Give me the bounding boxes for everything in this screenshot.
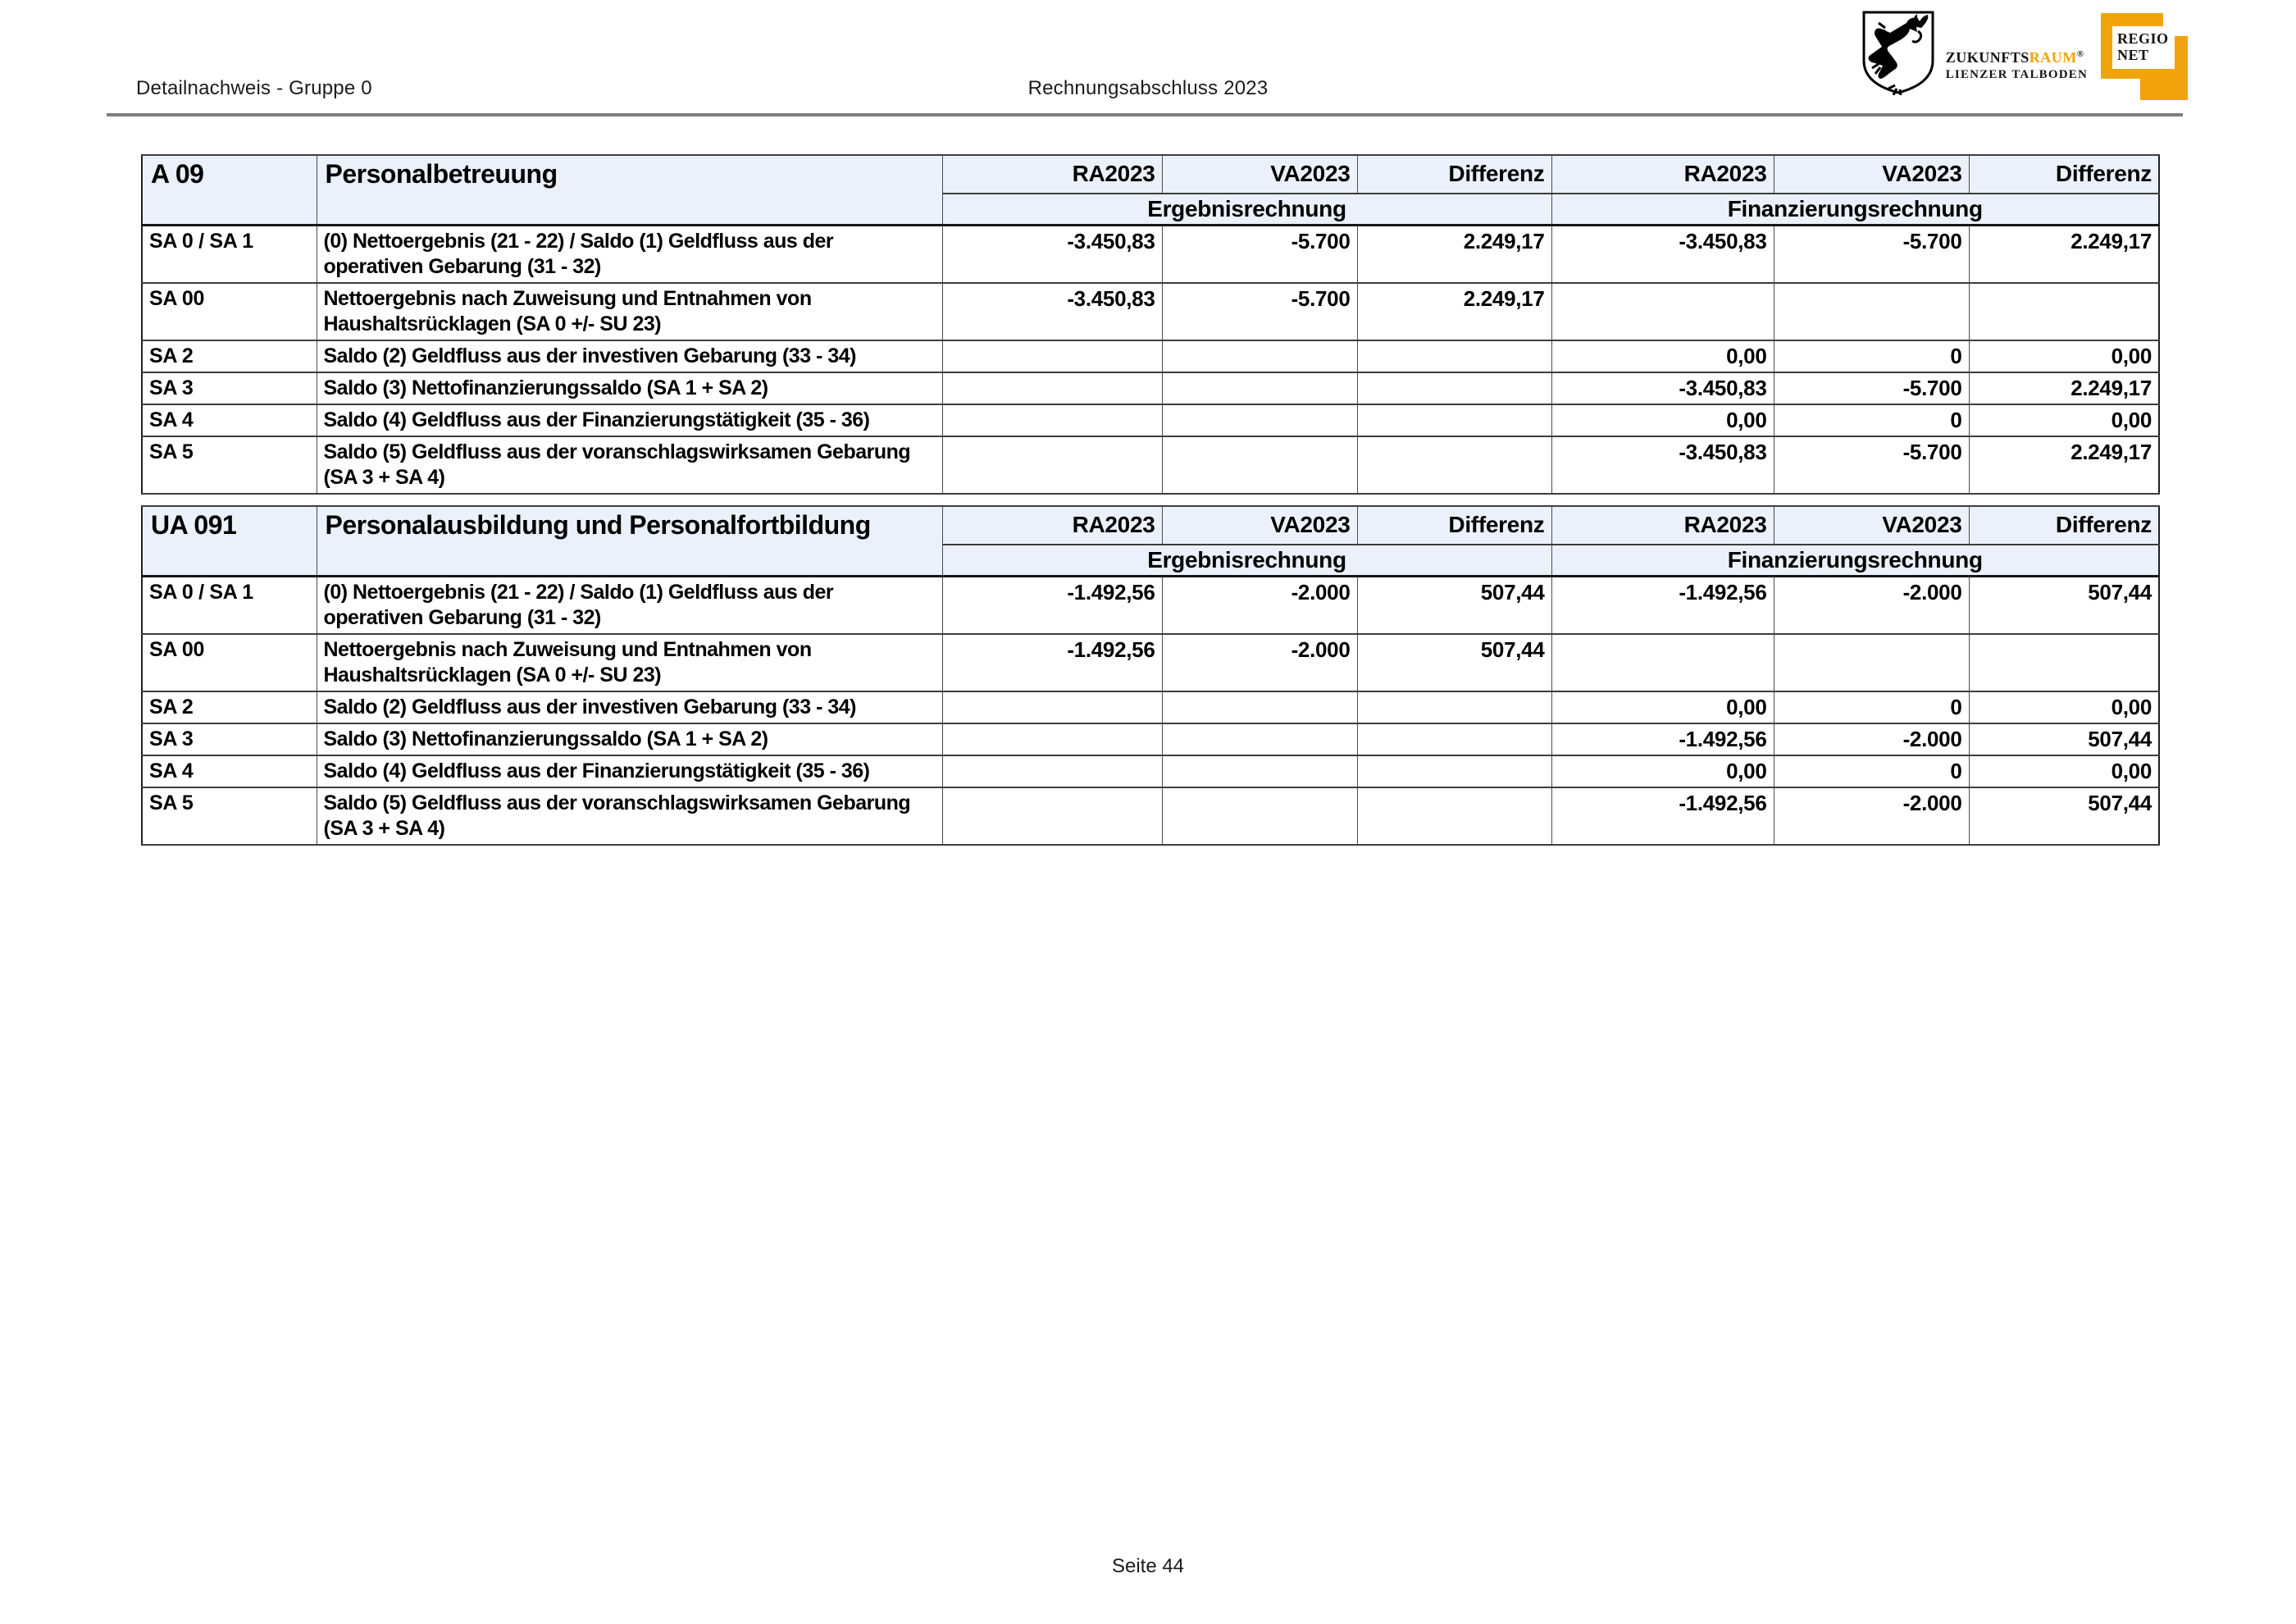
value-cell: 2.249,17 bbox=[1969, 436, 2159, 494]
section-code: UA 091 bbox=[142, 506, 317, 577]
financial-table bbox=[141, 505, 2160, 846]
table-row bbox=[142, 755, 2159, 787]
zukunftsraum-wordmark bbox=[1946, 10, 2088, 82]
value-cell: 2.249,17 bbox=[1357, 226, 1551, 284]
value-cell bbox=[942, 787, 1162, 845]
regionet-label bbox=[2112, 26, 2175, 69]
row-code: SA 00 bbox=[142, 283, 317, 340]
row-code: SA 2 bbox=[142, 691, 317, 723]
value-cell: 507,44 bbox=[1357, 577, 1551, 635]
column-header: Differenz bbox=[1357, 506, 1551, 545]
value-cell: -1.492,56 bbox=[942, 634, 1162, 691]
value-cell: 2.249,17 bbox=[1969, 226, 2159, 284]
value-cell: 0 bbox=[1774, 755, 1969, 787]
value-cell bbox=[1551, 634, 1774, 691]
value-cell bbox=[1357, 691, 1551, 723]
value-cell bbox=[1969, 634, 2159, 691]
value-cell bbox=[1357, 436, 1551, 494]
value-cell bbox=[1357, 372, 1551, 404]
value-cell bbox=[1357, 723, 1551, 755]
value-cell bbox=[942, 372, 1162, 404]
table-row bbox=[142, 723, 2159, 755]
row-code: SA 00 bbox=[142, 634, 317, 691]
value-cell: -5.700 bbox=[1162, 283, 1357, 340]
value-cell: -1.492,56 bbox=[1551, 787, 1774, 845]
row-label: Saldo (4) Geldfluss aus der Finanzierungstätigkeit (35 - 36) bbox=[317, 404, 942, 436]
section-title: Personalbetreuung bbox=[317, 155, 942, 226]
value-cell bbox=[1774, 283, 1969, 340]
value-cell: -3.450,83 bbox=[942, 283, 1162, 340]
value-cell bbox=[942, 723, 1162, 755]
row-label: Saldo (4) Geldfluss aus der Finanzierungstätigkeit (35 - 36) bbox=[317, 755, 942, 787]
column-header: RA2023 bbox=[1551, 506, 1774, 545]
section-code: A 09 bbox=[142, 155, 317, 226]
row-label: Saldo (5) Geldfluss aus der voranschlagswirksamen Gebarung (SA 3 + SA 4) bbox=[317, 436, 942, 494]
column-header: RA2023 bbox=[1551, 155, 1774, 194]
table-row bbox=[142, 634, 2159, 691]
value-cell: -5.700 bbox=[1774, 436, 1969, 494]
row-code: SA 0 / SA 1 bbox=[142, 577, 317, 635]
row-label: Saldo (2) Geldfluss aus der investiven Gebarung (33 - 34) bbox=[317, 340, 942, 372]
value-cell: 2.249,17 bbox=[1969, 372, 2159, 404]
document-title: Detailnachweis - Gruppe 0 bbox=[136, 77, 372, 99]
value-cell: -3.450,83 bbox=[1551, 372, 1774, 404]
row-label: Saldo (3) Nettofinanzierungssaldo (SA 1 + SA 2) bbox=[317, 372, 942, 404]
value-cell bbox=[942, 340, 1162, 372]
value-cell bbox=[1162, 404, 1357, 436]
column-header: VA2023 bbox=[1774, 506, 1969, 545]
value-cell: -3.450,83 bbox=[942, 226, 1162, 284]
value-cell: -2.000 bbox=[1162, 577, 1357, 635]
table-row bbox=[142, 226, 2159, 284]
regionet-logo-icon bbox=[2101, 10, 2188, 102]
value-cell: 0 bbox=[1774, 340, 1969, 372]
value-cell: 0,00 bbox=[1551, 404, 1774, 436]
group-header: Ergebnisrechnung bbox=[942, 545, 1551, 577]
group-header: Finanzierungsrechnung bbox=[1551, 545, 2159, 577]
value-cell bbox=[1162, 372, 1357, 404]
row-label: Nettoergebnis nach Zuweisung und Entnahmen von Haushaltsrücklagen (SA 0 +/- SU 23) bbox=[317, 634, 942, 691]
wordmark-subtitle: LIENZER TALBODEN bbox=[1945, 68, 2088, 81]
value-cell: -1.492,56 bbox=[1551, 723, 1774, 755]
table-row bbox=[142, 787, 2159, 845]
value-cell: 507,44 bbox=[1357, 634, 1551, 691]
group-header: Ergebnisrechnung bbox=[942, 194, 1551, 226]
table-row bbox=[142, 340, 2159, 372]
value-cell bbox=[942, 436, 1162, 494]
column-header: RA2023 bbox=[942, 506, 1162, 545]
value-cell bbox=[1162, 340, 1357, 372]
row-label: Saldo (3) Nettofinanzierungssaldo (SA 1 + SA 2) bbox=[317, 723, 942, 755]
column-header: Differenz bbox=[1969, 155, 2159, 194]
value-cell: -1.492,56 bbox=[942, 577, 1162, 635]
table-row bbox=[142, 577, 2159, 635]
value-cell: -5.700 bbox=[1774, 372, 1969, 404]
value-cell: 0,00 bbox=[1551, 755, 1774, 787]
regionet-line1: REGIO bbox=[2117, 30, 2169, 47]
value-cell bbox=[942, 691, 1162, 723]
table-row bbox=[142, 436, 2159, 494]
value-cell bbox=[1357, 787, 1551, 845]
value-cell bbox=[1969, 283, 2159, 340]
value-cell bbox=[942, 755, 1162, 787]
value-cell bbox=[1162, 723, 1357, 755]
group-header: Finanzierungsrechnung bbox=[1551, 194, 2159, 226]
value-cell: -1.492,56 bbox=[1551, 577, 1774, 635]
header-divider bbox=[107, 113, 2183, 116]
column-header: VA2023 bbox=[1162, 506, 1357, 545]
report-title: Rechnungsabschluss 2023 bbox=[1027, 77, 1269, 99]
column-header: RA2023 bbox=[942, 155, 1162, 194]
table-row bbox=[142, 404, 2159, 436]
regionet-line2: NET bbox=[2117, 47, 2149, 63]
value-cell: -2.000 bbox=[1774, 787, 1969, 845]
row-code: SA 3 bbox=[142, 723, 317, 755]
row-label: (0) Nettoergebnis (21 - 22) / Saldo (1) Geldfluss aus der operativen Gebarung (31 - 32) bbox=[317, 226, 942, 284]
row-code: SA 5 bbox=[142, 787, 317, 845]
value-cell: 0,00 bbox=[1551, 340, 1774, 372]
row-code: SA 4 bbox=[142, 404, 317, 436]
table-row bbox=[142, 691, 2159, 723]
table-row bbox=[142, 372, 2159, 404]
value-cell: -5.700 bbox=[1774, 226, 1969, 284]
coat-of-arms-icon bbox=[1861, 10, 1936, 95]
value-cell bbox=[1162, 755, 1357, 787]
value-cell: 0 bbox=[1774, 691, 1969, 723]
column-header: VA2023 bbox=[1162, 155, 1357, 194]
column-header: Differenz bbox=[1969, 506, 2159, 545]
row-code: SA 0 / SA 1 bbox=[142, 226, 317, 284]
value-cell: 2.249,17 bbox=[1357, 283, 1551, 340]
table-row bbox=[142, 283, 2159, 340]
value-cell bbox=[1551, 283, 1774, 340]
row-label: Saldo (5) Geldfluss aus der voranschlagswirksamen Gebarung (SA 3 + SA 4) bbox=[317, 787, 942, 845]
value-cell: -3.450,83 bbox=[1551, 436, 1774, 494]
value-cell bbox=[1162, 436, 1357, 494]
row-code: SA 4 bbox=[142, 755, 317, 787]
row-label: Nettoergebnis nach Zuweisung und Entnahmen von Haushaltsrücklagen (SA 0 +/- SU 23) bbox=[317, 283, 942, 340]
value-cell bbox=[1357, 755, 1551, 787]
value-cell: -5.700 bbox=[1162, 226, 1357, 284]
value-cell: -2.000 bbox=[1774, 723, 1969, 755]
value-cell bbox=[942, 404, 1162, 436]
value-cell: 0,00 bbox=[1969, 755, 2159, 787]
organization-logo bbox=[1861, 10, 2188, 102]
value-cell: -2.000 bbox=[1162, 634, 1357, 691]
wordmark-amber: RAUM bbox=[2029, 49, 2077, 66]
value-cell bbox=[1357, 340, 1551, 372]
value-cell: -3.450,83 bbox=[1551, 226, 1774, 284]
value-cell: 0,00 bbox=[1551, 691, 1774, 723]
value-cell: 0,00 bbox=[1969, 691, 2159, 723]
wordmark-black: ZUKUNFTS bbox=[1945, 49, 2029, 66]
financial-table bbox=[141, 154, 2160, 495]
row-label: (0) Nettoergebnis (21 - 22) / Saldo (1) Geldfluss aus der operativen Gebarung (31 - 32) bbox=[317, 577, 942, 635]
column-header: VA2023 bbox=[1774, 155, 1969, 194]
registered-trademark-icon: ® bbox=[2076, 49, 2084, 59]
value-cell bbox=[1162, 787, 1357, 845]
value-cell bbox=[1357, 404, 1551, 436]
value-cell: 0,00 bbox=[1969, 404, 2159, 436]
row-code: SA 2 bbox=[142, 340, 317, 372]
value-cell: 0,00 bbox=[1969, 340, 2159, 372]
row-code: SA 5 bbox=[142, 436, 317, 494]
value-cell: 507,44 bbox=[1969, 577, 2159, 635]
value-cell: 507,44 bbox=[1969, 787, 2159, 845]
row-code: SA 3 bbox=[142, 372, 317, 404]
tables-container bbox=[141, 154, 2158, 856]
row-label: Saldo (2) Geldfluss aus der investiven Gebarung (33 - 34) bbox=[317, 691, 942, 723]
value-cell bbox=[1162, 691, 1357, 723]
value-cell: -2.000 bbox=[1774, 577, 1969, 635]
column-header: Differenz bbox=[1357, 155, 1551, 194]
value-cell bbox=[1774, 634, 1969, 691]
value-cell: 0 bbox=[1774, 404, 1969, 436]
section-title: Personalausbildung und Personalfortbildung bbox=[317, 506, 942, 577]
page-number: Seite 44 bbox=[1111, 1555, 1185, 1577]
value-cell: 507,44 bbox=[1969, 723, 2159, 755]
